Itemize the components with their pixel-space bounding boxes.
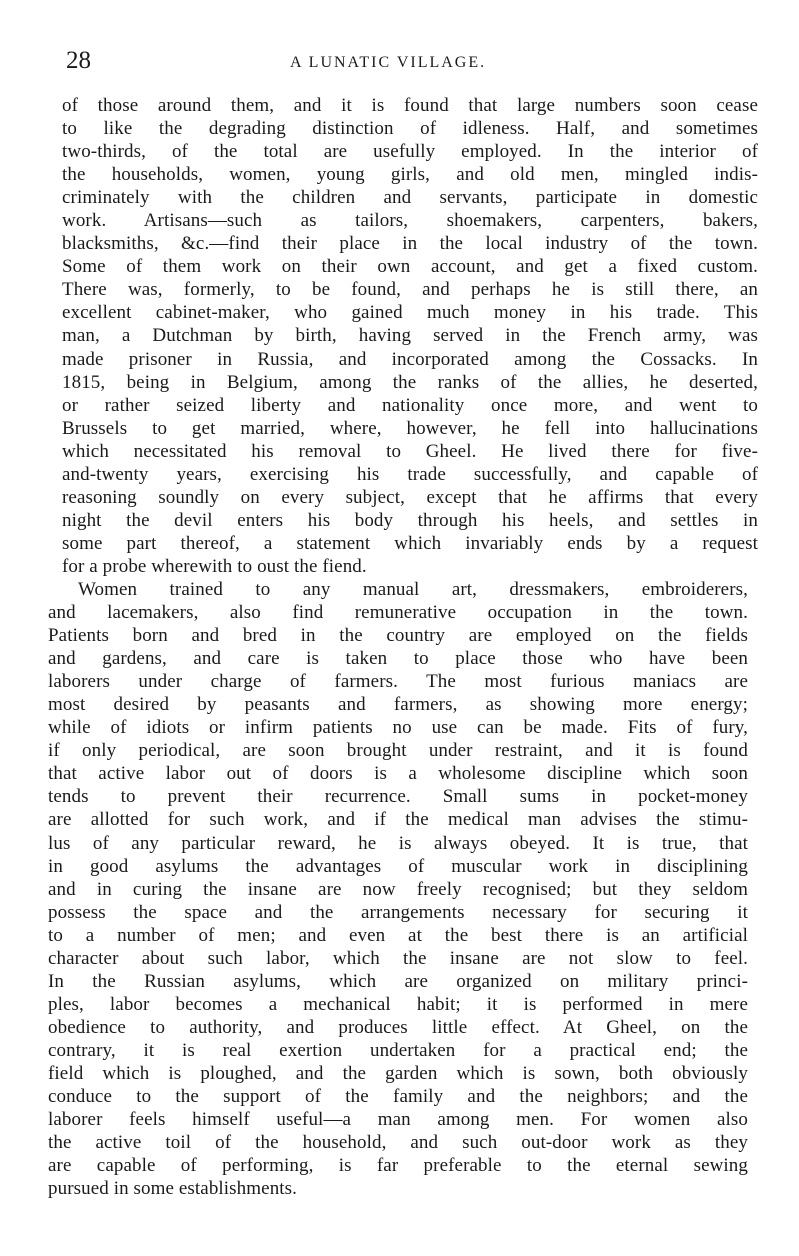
text-line: night the devil enters his body through his heels, and settles in — [62, 509, 758, 531]
text-line: field which is ploughed, and the garden which is sown, both obviously — [48, 1062, 748, 1084]
text-line: contrary, it is real exertion undertaken for a practical end; the — [48, 1039, 748, 1061]
text-line: lus of any particular reward, he is always obeyed. It is true, that — [48, 832, 748, 854]
text-line: pursued in some establishments. — [48, 1178, 298, 1200]
text-line: for a probe wherewith to oust the fiend. — [62, 555, 367, 577]
text-line: of those around them, and it is found that large numbers soon cease — [62, 95, 758, 116]
text-line: are capable of performing, is far preferable to the eternal sewing — [48, 1155, 748, 1177]
text-line: to a number of men; and even at the best there is an artificial — [48, 924, 748, 946]
text-line: and in curing the insane are now freely recognised; but they seldom — [48, 878, 748, 900]
text-line: in good asylums the advantages of muscular work in disciplining — [48, 855, 748, 877]
text-line: if only periodical, are soon brought under restraint, and it is found — [48, 740, 748, 762]
running-head: A LUNATIC VILLAGE. — [290, 54, 487, 71]
text-line: Some of them work on their own account, and get a fixed custom. — [62, 256, 758, 278]
text-line: laborer feels himself useful—a man among men. For women also — [48, 1109, 748, 1131]
text-line: Brussels to get married, where, however, he fell into hallucinations — [62, 417, 758, 439]
text-line: laborers under charge of farmers. The most furious maniacs are — [48, 671, 748, 693]
text-line: There was, formerly, to be found, and perhaps he is still there, an — [62, 279, 758, 301]
text-line: tends to prevent their recurrence. Small sums in pocket-money — [48, 786, 748, 808]
text-line: and-twenty years, exercising his trade successfully, and capable of — [62, 463, 758, 485]
page-header — [66, 46, 756, 80]
text-line: or rather seized liberty and nationality once more, and went to — [62, 394, 758, 416]
text-line: and gardens, and care is taken to place those who have been — [48, 648, 748, 670]
text-line: which necessitated his removal to Gheel. He lived there for five- — [62, 440, 758, 462]
text-line: 1815, being in Belgium, among the ranks of the allies, he deserted, — [62, 371, 758, 393]
paragraph-2 — [48, 578, 760, 1200]
text-line: that active labor out of doors is a wholesome discipline which soon — [48, 763, 748, 785]
text-line: the households, women, young girls, and old men, mingled indis- — [62, 164, 758, 186]
text-line: two-thirds, of the total are usefully employed. In the interior of — [62, 141, 758, 163]
text-line: most desired by peasants and farmers, as showing more energy; — [48, 694, 748, 716]
text-line: obedience to authority, and produces little effect. At Gheel, on the — [48, 1016, 748, 1038]
text-line: and lacemakers, also find remunerative occupation in the town. — [48, 602, 748, 624]
text-line: some part thereof, a statement which invariably ends by a request — [62, 532, 758, 554]
text-line: man, a Dutchman by birth, having served in the French army, was — [62, 325, 758, 347]
paragraph-1 — [48, 94, 760, 578]
text-line: the active toil of the household, and such out-door work as they — [48, 1132, 748, 1154]
text-line: to like the degrading distinction of idleness. Half, and sometimes — [62, 118, 758, 140]
text-line: reasoning soundly on every subject, except that he affirms that every — [62, 486, 758, 508]
text-line: character about such labor, which the insane are not slow to feel. — [48, 947, 748, 969]
text-line: work. Artisans—such as tailors, shoemakers, carpenters, bakers, — [62, 210, 758, 232]
text-line: made prisoner in Russia, and incorporated among the Cossacks. In — [62, 348, 758, 370]
text-line: criminately with the children and servants, participate in domestic — [62, 187, 758, 209]
text-line: blacksmiths, &c.—find their place in the local industry of the town. — [62, 233, 758, 255]
text-line: Patients born and bred in the country are employed on the fields — [48, 625, 748, 647]
text-line: are allotted for such work, and if the medical man advises the stimu- — [48, 809, 748, 831]
text-line: excellent cabinet-maker, who gained much money in his trade. This — [62, 302, 758, 324]
text-line: Women trained to any manual art, dressmakers, embroiderers, — [78, 578, 748, 600]
body-text — [48, 94, 760, 1200]
page-number: 28 — [66, 47, 91, 74]
text-line: conduce to the support of the family and the neighbors; and the — [48, 1086, 748, 1108]
text-line: while of idiots or infirm patients no use can be made. Fits of fury, — [48, 717, 748, 739]
text-line: possess the space and the arrangements necessary for securing it — [48, 901, 748, 923]
text-line: In the Russian asylums, which are organized on military princi- — [48, 970, 748, 992]
text-line: ples, labor becomes a mechanical habit; it is performed in mere — [48, 993, 748, 1015]
